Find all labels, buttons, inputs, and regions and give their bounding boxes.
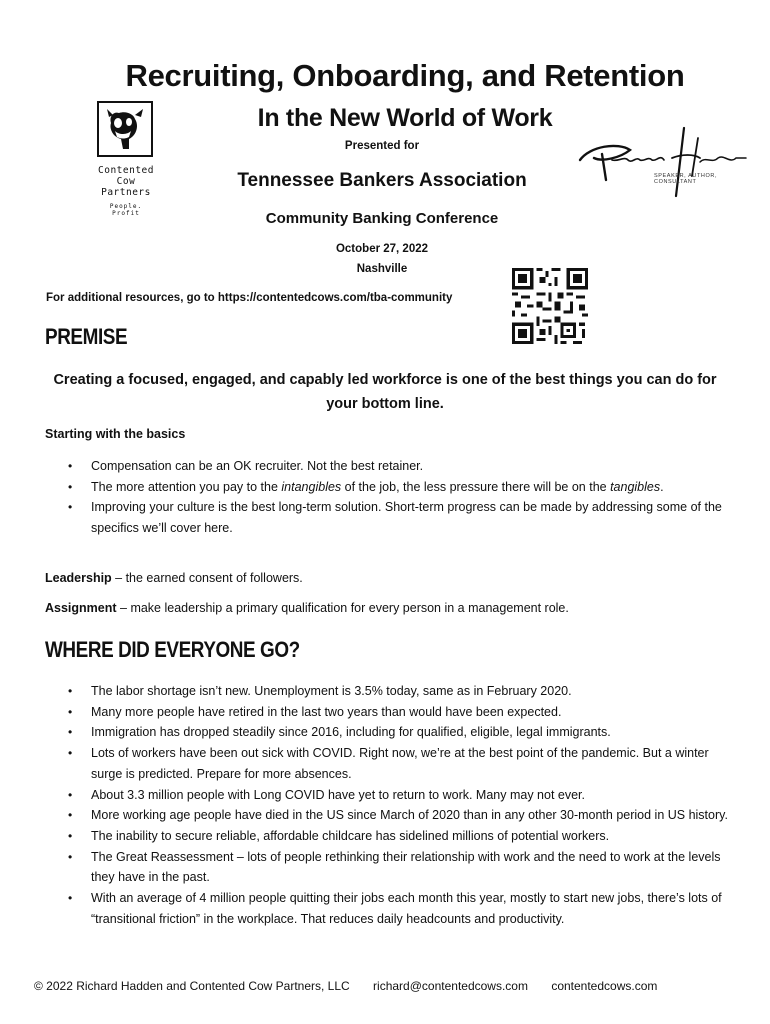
- organization-name: Tennessee Bankers Association: [237, 170, 527, 191]
- list-item: • The more attention you pay to the intangibles of the job, the less pressure there will be on the tangibles.: [0, 477, 770, 498]
- document-title: Recruiting, Onboarding, and Retention: [125, 58, 685, 93]
- basics-list: [0, 456, 770, 539]
- premise-lead: Creating a focused, engaged, and capably led workforce is one of the best things you can do for your bottom line.: [53, 372, 717, 412]
- leadership-definition: Leadership – the earned consent of followers.: [45, 571, 303, 585]
- list-item: • The Great Reassessment – lots of people rethinking their relationship with work and the need to work at the levels they have in the past.: [0, 847, 770, 888]
- list-item: • Many more people have retired in the last two years than would have been expected.: [0, 702, 770, 723]
- page-footer: [34, 979, 677, 993]
- contented-cow-logo: [95, 101, 157, 217]
- basics-subheading: Starting with the basics: [45, 427, 186, 441]
- footer-email: richard@contentedcows.com: [373, 979, 528, 993]
- list-item: • Compensation can be an OK recruiter. Not the best retainer.: [0, 456, 770, 477]
- list-item: • More working age people have died in the US since March of 2020 than in any other 30-month period in US history.: [0, 805, 770, 826]
- presented-for-label: Presented for: [344, 140, 420, 152]
- logo-name: Contented Cow Partners: [98, 165, 154, 198]
- footer-website: contentedcows.com: [551, 979, 658, 993]
- premise-heading: PREMISE: [45, 324, 128, 349]
- qr-code-icon: [512, 268, 588, 344]
- list-item: • The inability to secure reliable, affordable childcare has sidelined millions of potential workers.: [0, 826, 770, 847]
- footer-copyright: © 2022 Richard Hadden and Contented Cow Partners, LLC: [34, 979, 350, 993]
- event-city: Nashville: [356, 263, 408, 275]
- list-item: • The labor shortage isn’t new. Unemployment is 3.5% today, same as in February 2020.: [0, 681, 770, 702]
- conference-name: Community Banking Conference: [265, 210, 499, 227]
- list-item: • Improving your culture is the best long-term solution. Short-term progress can be made by addressing some of the specifics we’ll cover here.: [0, 497, 770, 538]
- event-date: October 27, 2022: [335, 243, 429, 255]
- where-heading: WHERE DID EVERYONE GO?: [45, 637, 300, 662]
- assignment-definition: Assignment – make leadership a primary qualification for every person in a management role.: [45, 601, 569, 615]
- document-subtitle: In the New World of Work: [257, 104, 553, 132]
- resources-link-text: For additional resources, go to https://contentedcows.com/tba-community: [46, 292, 453, 304]
- list-item: • Immigration has dropped steadily since 2016, including for qualified, eligible, legal immigrants.: [0, 722, 770, 743]
- list-item: • With an average of 4 million people quitting their jobs each month this year, mostly to start new jobs, there’s lots of “transitional friction” in the workplace. That reduces daily headcounts and productivity.: [0, 888, 770, 929]
- list-item: • About 3.3 million people with Long COVID have yet to return to work. Many may not ever.: [0, 785, 770, 806]
- logo-tagline: People. Profit: [109, 203, 143, 217]
- list-item: • Lots of workers have been out sick with COVID. Right now, we’re at the best point of the pandemic. But a winter surge is predicted. Prepare for more absences.: [0, 743, 770, 784]
- where-list: [0, 681, 770, 929]
- signature-tagline: SPEAKER, AUTHOR, CONSULTANT: [654, 173, 718, 185]
